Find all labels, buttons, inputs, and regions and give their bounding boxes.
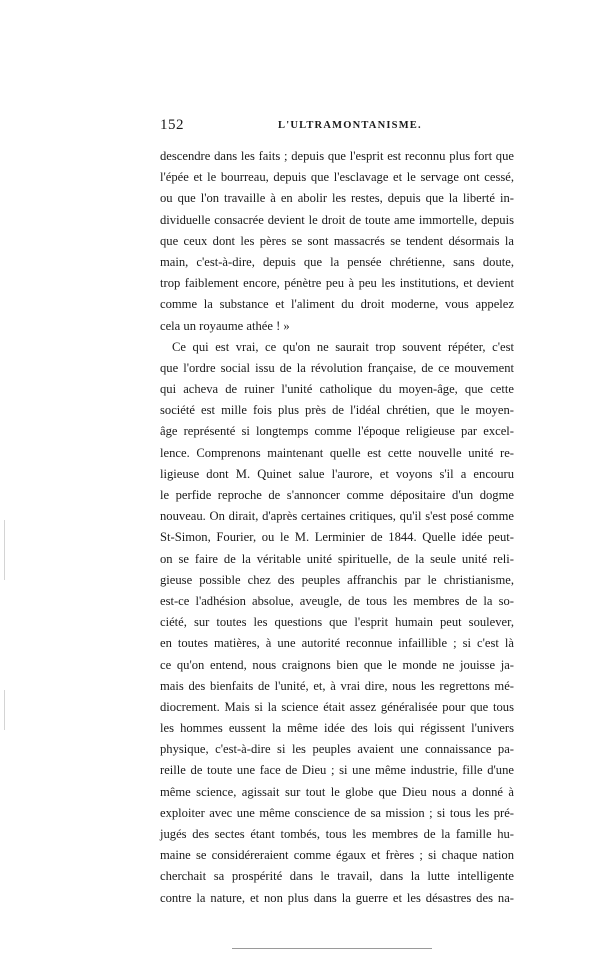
text-line: contre la nature, et non plus dans la guerre et les désastres des na- <box>160 890 514 905</box>
text-line: ou que l'on travaille à en abolir les restes, depuis que la liberté in- <box>160 191 514 206</box>
page-header <box>160 117 512 135</box>
page-edge-mark <box>4 520 5 580</box>
text-line: que ceux dont les pères se sont massacrés se tendent désormais la <box>160 233 514 248</box>
paragraph <box>160 337 514 909</box>
text-line: même science, agissait sur tout le globe que Dieu nous a donné à <box>160 784 514 799</box>
text-line: cherchait sa prospérité dans le travail, dans la lutte intelligente <box>160 869 514 884</box>
text-line: société est mille fois plus près de l'idéal chrétien, que le moyen- <box>160 403 514 418</box>
text-line: exploiter avec une même conscience de sa mission ; si tous les pré- <box>160 805 514 820</box>
text-line: que l'ordre social issu de la révolution française, de ce mouvement <box>160 360 514 375</box>
text-line: trop faiblement encore, pénètre peu à peu les institutions, et devient <box>160 276 514 291</box>
paragraph <box>160 146 514 337</box>
text-line: qui acheva de ruiner l'unité catholique du moyen-âge, que cette <box>160 382 514 397</box>
text-line: diocrement. Mais si la science était assez généralisée pour que tous <box>160 699 514 714</box>
text-line: nouveau. On dirait, d'après certaines critiques, qu'il s'est posé comme <box>160 509 514 524</box>
text-line: dividuelle consacrée devient le droit de toute ame immortelle, depuis <box>160 212 514 227</box>
text-line: âge représenté si longtemps comme l'époque religieuse par excel- <box>160 424 514 439</box>
text-line: ciété, sur toutes les questions que l'esprit humain peut soulever, <box>160 615 514 630</box>
text-line: main, c'est-à-dire, depuis que la pensée chrétienne, sans doute, <box>160 254 514 269</box>
text-line: les hommes eussent la même idée des lois qui régissent l'univers <box>160 721 514 736</box>
text-line: ce qu'on entend, nous craignons bien que le monde ne jouisse ja- <box>160 657 514 672</box>
text-line: ligieuse dont M. Quinet salue l'aurore, et voyons s'il a encouru <box>160 466 514 481</box>
text-line: reille de toute une face de Dieu ; si une même industrie, fille d'une <box>160 763 514 778</box>
text-line: jugés des sectes étant tombés, tous les membres de la famille hu- <box>160 827 514 841</box>
running-head: L'ULTRAMONTANISME. <box>278 120 422 131</box>
text-line: lence. Comprenons maintenant quelle est cette nouvelle unité re- <box>160 445 514 460</box>
text-line: en toutes matières, à une autorité reconnue infaillible ; si c'est là <box>160 636 514 651</box>
text-line: mais des bienfaits de l'unité, et, à vrai dire, nous les regrettons mé- <box>160 678 514 693</box>
text-line: maine se considéreraient comme égaux et frères ; si chaque nation <box>160 848 514 863</box>
text-line: descendre dans les faits ; depuis que l'esprit est reconnu plus fort que <box>160 149 514 163</box>
text-line: l'épée et le bourreau, depuis que l'esclavage et le servage ont cessé, <box>160 170 514 185</box>
text-line: est-ce l'adhésion absolue, aveugle, de tous les membres de la so- <box>160 593 514 608</box>
text-line: Ce qui est vrai, ce qu'on ne saurait trop souvent répéter, c'est <box>172 339 514 354</box>
page-number: 152 <box>160 117 184 133</box>
text-line: comme la substance et l'aliment du droit moderne, vous appelez <box>160 297 514 312</box>
bottom-rule <box>232 948 432 949</box>
text-line: cela un royaume athée ! » <box>160 318 290 333</box>
text-line: gieuse possible chez des peuples affranchis par le christianisme, <box>160 572 514 587</box>
text-line: on se faire de la véritable unité spirituelle, de la seule unité reli- <box>160 551 514 566</box>
text-line: St-Simon, Fourier, ou le M. Lerminier de 1844. Quelle idée peut- <box>160 530 514 545</box>
page-edge-mark <box>4 690 5 730</box>
text-line: physique, c'est-à-dire si les peuples avaient une connaissance pa- <box>160 742 514 757</box>
text-line: le perfide reproche de s'annoncer comme dépositaire d'un dogme <box>160 488 514 502</box>
body-text <box>160 146 514 909</box>
